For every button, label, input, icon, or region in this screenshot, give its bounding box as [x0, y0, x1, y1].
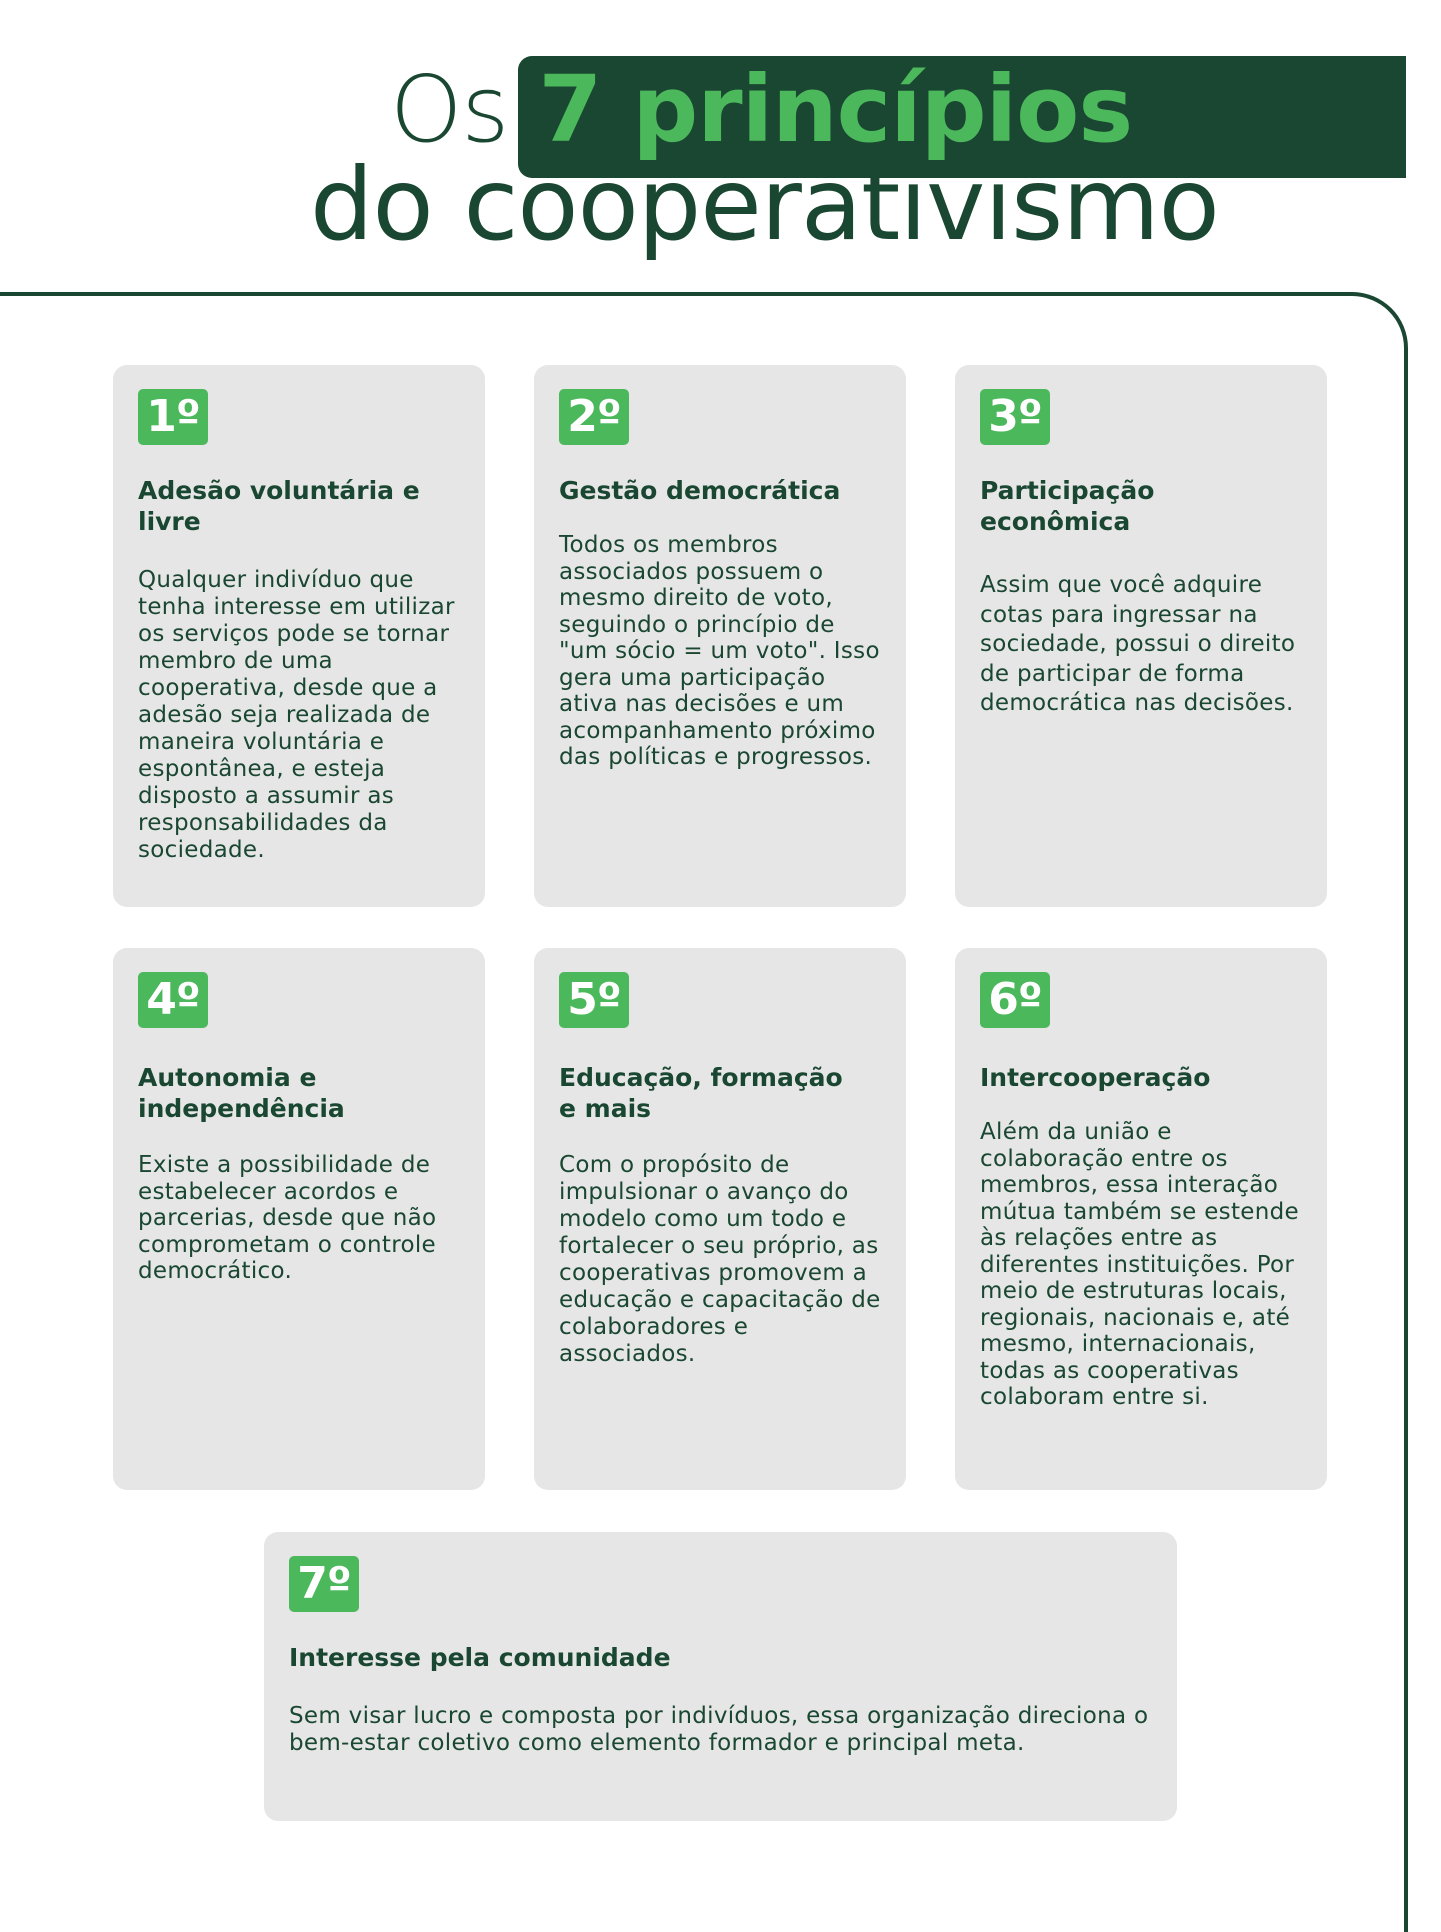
principle-number-badge: 1º: [138, 389, 208, 445]
principle-number-badge: 2º: [559, 389, 629, 445]
principle-title: Gestão democrática: [559, 476, 841, 505]
principle-text: Existe a possibilidade de estabelecer acordos e parcerias, desde que não comprometam o controle democrático.: [138, 1152, 437, 1284]
principle-card-3: [955, 365, 1327, 907]
title-highlight: 7 princípios: [538, 56, 1133, 163]
principle-text: Além da união e colaboração entre os membros, essa interação mútua também se estende às relações entre as diferentes instituições. Por meio de estruturas locais, regionais, nacionais e, até mesmo, internacionais, todas as cooperativas colaboram entre si.: [980, 1119, 1299, 1410]
principle-text: Com o propósito de impulsionar o avanço do modelo como um todo e fortalecer o seu próprio, as cooperativas promovem a educação e capacitação de colaboradores e associados.: [559, 1152, 881, 1367]
principle-card-5: [534, 948, 906, 1490]
principle-card-7: [264, 1532, 1177, 1821]
principle-title: Educação, formação e mais: [559, 1063, 843, 1123]
principle-title: Interesse pela comunidade: [289, 1643, 671, 1672]
principle-number-badge: 7º: [289, 1556, 359, 1612]
principle-title: Adesão voluntária e livre: [138, 476, 420, 536]
principle-text: Assim que você adquire cotas para ingressar na sociedade, possui o direito de participar de forma democrática nas decisões.: [980, 572, 1296, 716]
principle-text: Sem visar lucro e composta por indivíduos, essa organização direciona o bem-estar coletivo como elemento formador e principal meta.: [289, 1703, 1149, 1756]
principle-card-2: [534, 365, 906, 907]
title-prefix: Os: [390, 56, 509, 163]
principle-number-badge: 6º: [980, 972, 1050, 1028]
page-title-line1: [390, 56, 1133, 163]
principle-number-badge: 5º: [559, 972, 629, 1028]
page-header: [0, 0, 1441, 290]
page-title-line2: do cooperativismo: [310, 146, 1219, 263]
principle-title: Autonomia e independência: [138, 1063, 345, 1123]
principle-card-1: [113, 365, 485, 907]
principle-text: Todos os membros associados possuem o mesmo direito de voto, seguindo o princípio de "um sócio = um voto". Isso gera uma participação ativa nas decisões e um acompanhamento próximo das políticas e progressos.: [559, 532, 880, 770]
principle-title: Participação econômica: [980, 476, 1155, 536]
principle-card-4: [113, 948, 485, 1490]
principle-text: Qualquer indivíduo que tenha interesse em utilizar os serviços pode se tornar membro de uma cooperativa, desde que a adesão seja realizada de maneira voluntária e espontânea, e esteja disposto a assumir as responsabilidades da sociedade.: [138, 567, 455, 863]
principle-card-6: [955, 948, 1327, 1490]
principle-number-badge: 4º: [138, 972, 208, 1028]
principle-title: Intercooperação: [980, 1063, 1211, 1092]
principle-number-badge: 3º: [980, 389, 1050, 445]
